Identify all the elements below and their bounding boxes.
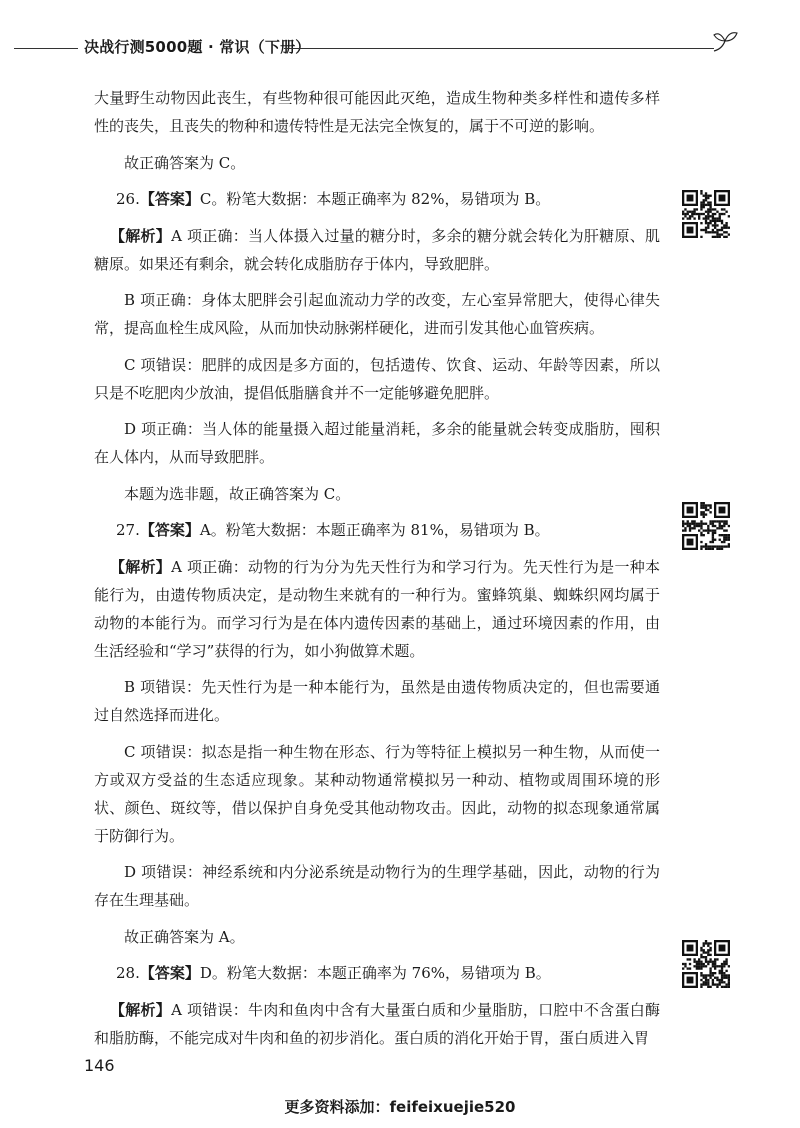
analysis-tag: 【解析】 (110, 226, 172, 245)
analysis-27-d: D 项错误：神经系统和内分泌系统是动物行为的生理学基础，因此，动物的行为存在生理基础。 (94, 863, 660, 909)
answer-tag: 【答案】 (139, 521, 200, 539)
answer-text: D。粉笔大数据：本题正确率为 76%，易错项为 B。 (199, 964, 551, 982)
header-rule-left (14, 48, 78, 49)
analysis-tag: 【解析】 (110, 1000, 172, 1019)
analysis-26-a (94, 222, 660, 278)
answer-text: A。粉笔大数据：本题正确率为 81%，易错项为 B。 (199, 521, 550, 539)
page-number: 146 (84, 1056, 115, 1075)
answer-28 (94, 959, 660, 987)
sprout-icon (708, 28, 742, 58)
page-body (94, 84, 660, 1060)
analysis-28-a (94, 996, 660, 1052)
header-rule-right (284, 48, 714, 49)
question-number: 28. (116, 964, 140, 982)
answer-tag: 【答案】 (139, 964, 200, 982)
analysis-26-d: D 项正确：当人体的能量摄入超过能量消耗，多余的能量就会转变成脂肪，囤积在人体内，从而导致肥胖。 (94, 420, 660, 466)
analysis-26-c: C 项错误：肥胖的成因是多方面的，包括遗传、饮食、运动、年龄等因素，所以只是不吃肥肉少放油，提倡低脂膳食并不一定能够避免肥胖。 (94, 355, 660, 402)
qr-code-icon[interactable] (682, 940, 730, 988)
conclusion-25: 故正确答案为 C。 (124, 153, 246, 172)
answer-26 (94, 185, 660, 213)
analysis-text: A 项正确：当人体摄入过量的糖分时，多余的糖分就会转化为肝糖原、肌糖原。如果还有剩余，就会转化成脂肪存于体内，导致肥胖。 (94, 226, 660, 273)
conclusion-26: 本题为选非题，故正确答案为 C。 (124, 484, 351, 503)
question-number: 26. (116, 190, 140, 208)
conclusion-27: 故正确答案为 A。 (124, 927, 245, 946)
qr-code-icon[interactable] (682, 502, 730, 550)
analysis-27-c: C 项错误：拟态是指一种生物在形态、行为等特征上模拟另一种生物，从而使一方或双方受益的生态适应现象。某种动物通常模拟另一种动、植物或周围环境的形状、颜色、斑纹等，借以保护自身免受其他动物攻击。因此，动物的拟态现象通常属于防御行为。 (94, 742, 660, 845)
continued-paragraph: 大量野生动物因此丧生，有些物种很可能因此灭绝，造成生物种类多样性和遗传多样性的丧失，且丧失的物种和遗传特性是无法完全恢复的，属于不可逆的影响。 (94, 89, 660, 135)
analysis-tag: 【解析】 (110, 557, 172, 576)
qr-code-icon[interactable] (682, 190, 730, 238)
analysis-text: A 项错误：牛肉和鱼肉中含有大量蛋白质和少量脂肪，口腔中不含蛋白酶和脂肪酶，不能完成对牛肉和鱼的初步消化。蛋白质的消化开始于胃，蛋白质进入胃 (94, 1000, 660, 1047)
analysis-text: A 项正确：动物的行为分为先天性行为和学习行为。先天性行为是一种本能行为，由遗传物质决定，是动物生来就有的一种行为。蜜蜂筑巢、蜘蛛织网均属于动物的本能行为。而学习行为是在体内遗传因素的基础上，通过环境因素的作用，由生活经验和“学习”获得的行为，如小狗做算术题。 (94, 557, 660, 660)
running-header (0, 26, 800, 66)
answer-tag: 【答案】 (139, 190, 200, 208)
analysis-27-a (94, 553, 660, 665)
footer-note: 更多资料添加：feifeixuejie520 (284, 1098, 516, 1116)
book-title: 决战行测5000题 · 常识（下册） (84, 38, 311, 56)
answer-text: C。粉笔大数据：本题正确率为 82%，易错项为 B。 (199, 190, 551, 208)
question-number: 27. (116, 521, 140, 539)
answer-27 (94, 516, 660, 544)
analysis-27-b: B 项错误：先天性行为是一种本能行为，虽然是由遗传物质决定的，但也需要通过自然选择而进化。 (94, 678, 660, 724)
analysis-26-b: B 项正确：身体太肥胖会引起血流动力学的改变，左心室异常肥大，使得心律失常，提高血栓生成风险，从而加快动脉粥样硬化，进而引发其他心血管疾病。 (94, 291, 660, 337)
